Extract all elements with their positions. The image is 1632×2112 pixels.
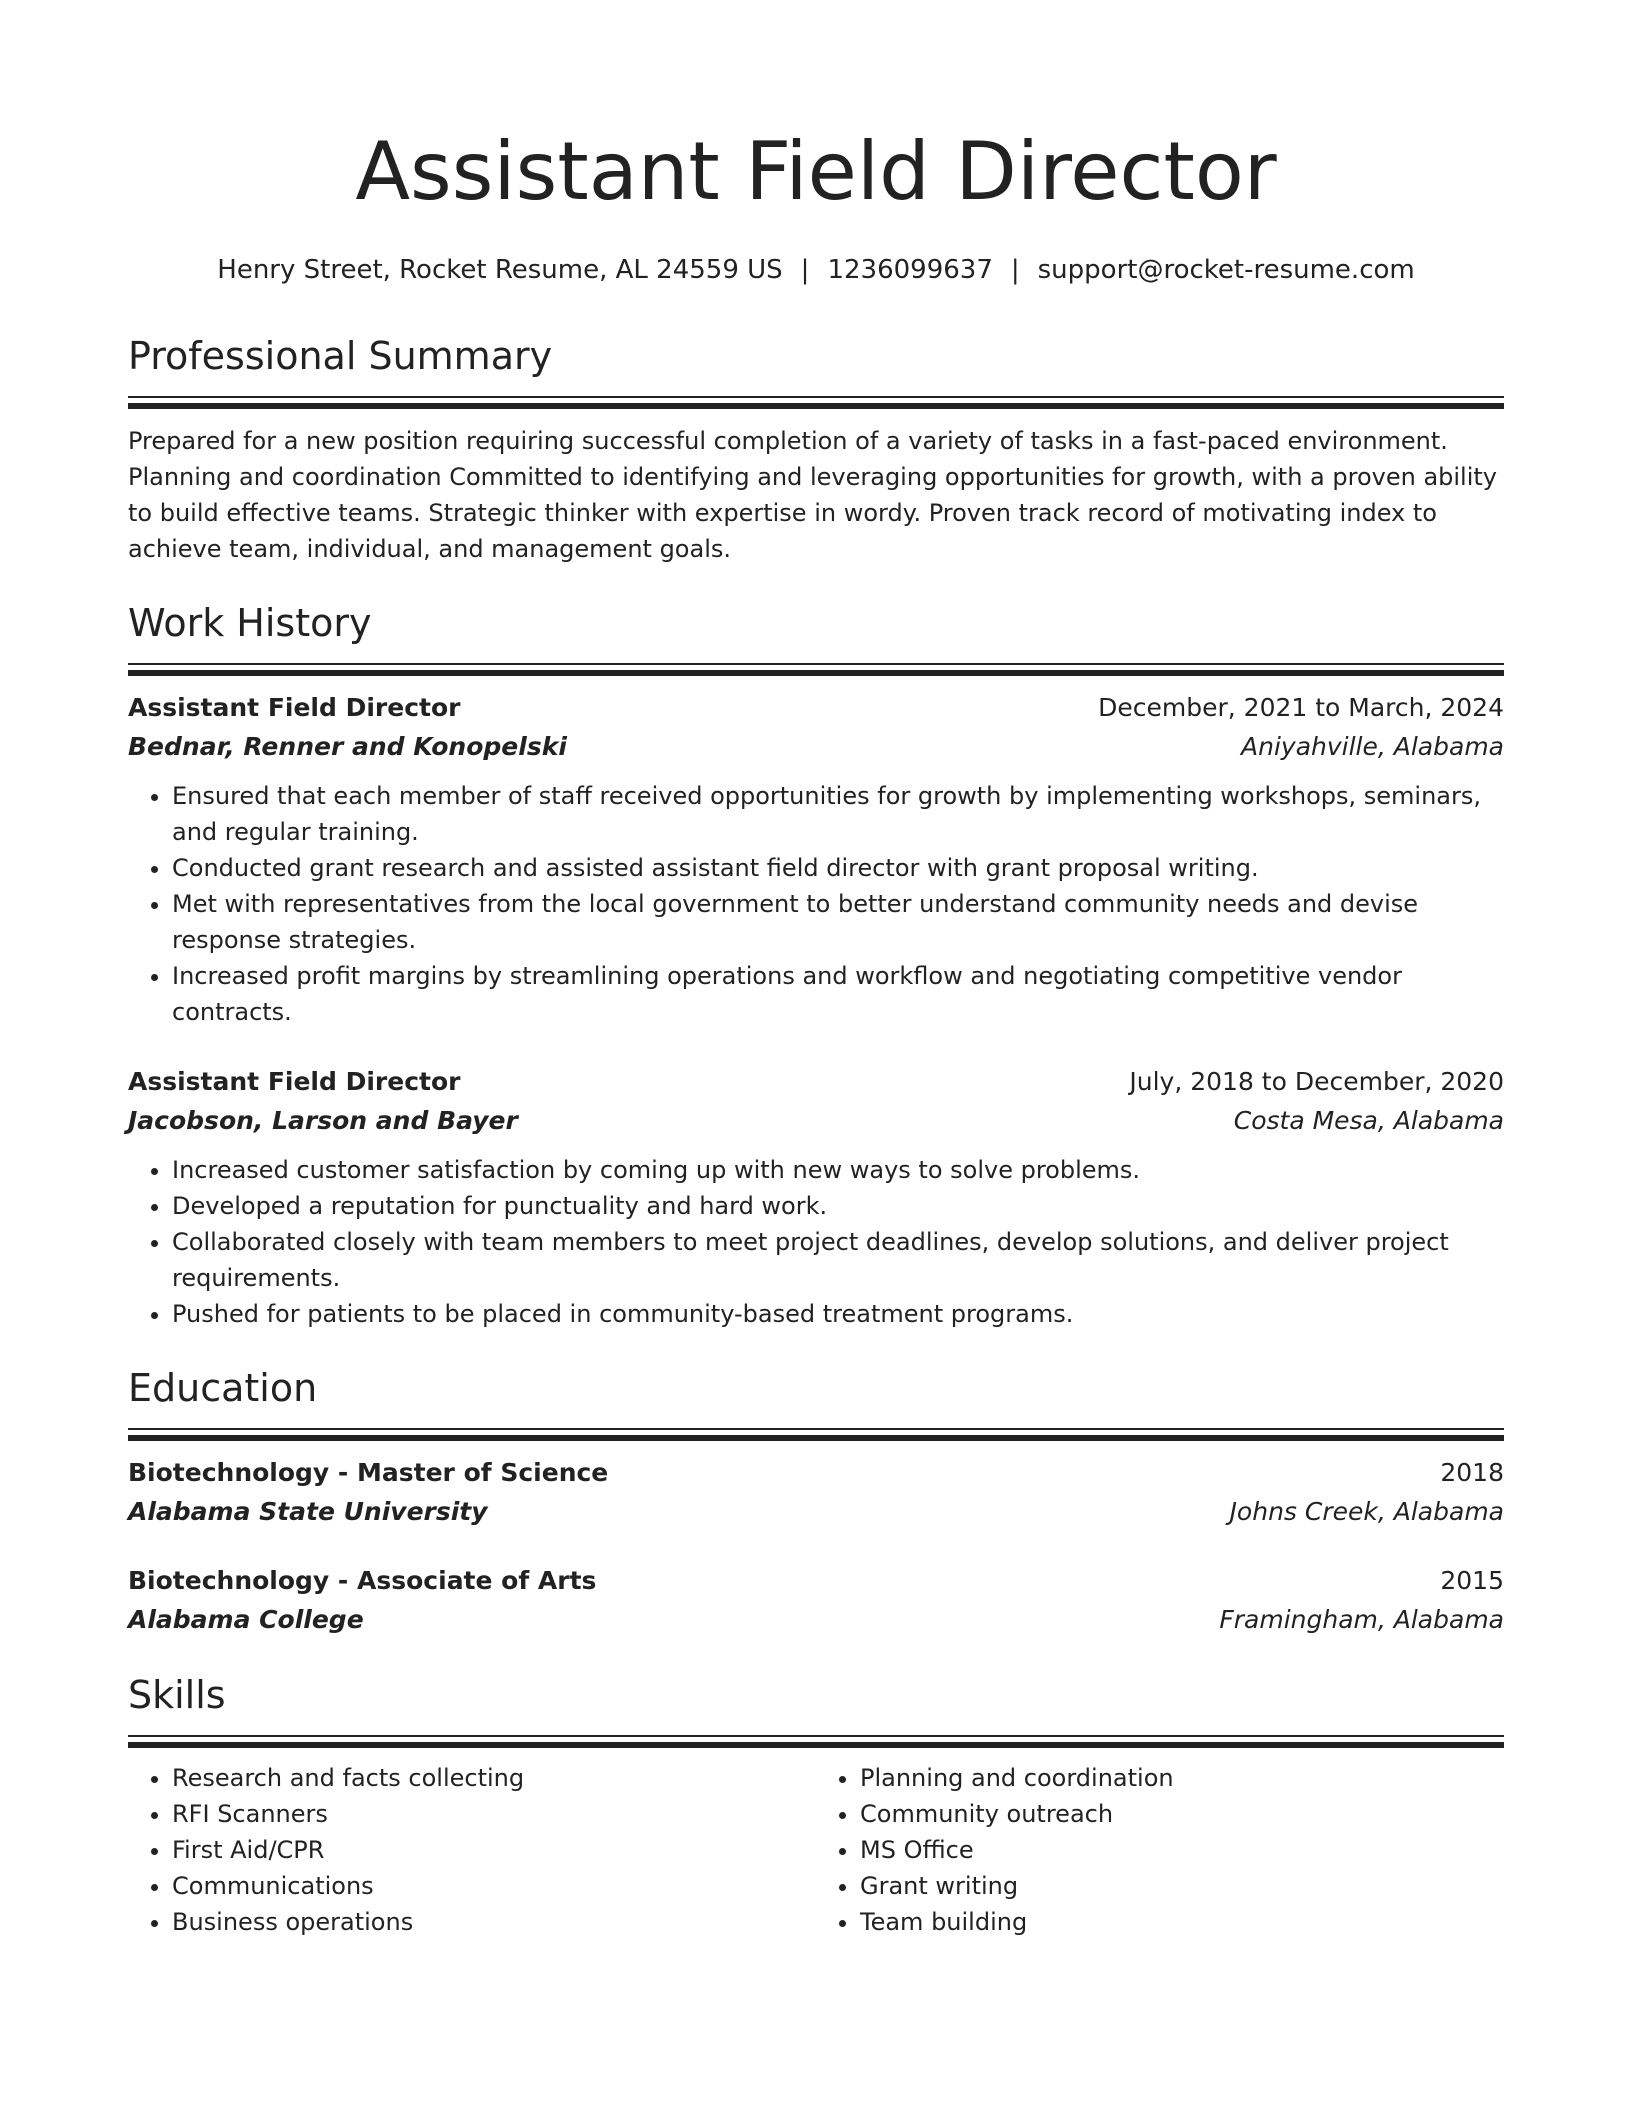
resume-name-title: Assistant Field Director xyxy=(355,125,1277,218)
job-title: Assistant Field Director xyxy=(128,693,461,722)
education-degree: Biotechnology - Associate of Arts xyxy=(128,1566,597,1595)
education-school-row xyxy=(128,1600,1504,1639)
skills-list-right xyxy=(816,1760,1504,1940)
contact-separator: | xyxy=(1010,255,1020,285)
section-divider xyxy=(128,663,1504,674)
skills-list-left xyxy=(128,1760,816,1940)
list-item: • Business operations xyxy=(172,1904,816,1940)
skills-grid xyxy=(128,1760,1504,1940)
job-header-row xyxy=(128,688,1504,727)
contact-line xyxy=(128,252,1504,288)
education-heading: Education xyxy=(128,1366,318,1410)
education-header-row xyxy=(128,1561,1504,1600)
list-item: • Pushed for patients to be placed in community-based treatment programs. xyxy=(172,1296,1504,1332)
education-location: Framingham, Alabama xyxy=(1219,1605,1504,1634)
list-item: • Research and facts collecting xyxy=(172,1760,816,1796)
education-school: Alabama State University xyxy=(128,1497,488,1526)
job-dates: December, 2021 to March, 2024 xyxy=(1098,693,1504,722)
list-item: • Communications xyxy=(172,1868,816,1904)
section-divider xyxy=(128,1428,1504,1439)
list-item: • Planning and coordination xyxy=(860,1760,1504,1796)
job-location: Costa Mesa, Alabama xyxy=(1233,1106,1504,1135)
contact-email: support@rocket-resume.com xyxy=(1037,255,1415,285)
summary-section xyxy=(128,330,1504,567)
education-degree: Biotechnology - Master of Science xyxy=(128,1458,609,1487)
contact-phone: 1236099637 xyxy=(827,255,993,285)
job-location: Aniyahville, Alabama xyxy=(1241,732,1504,761)
section-divider xyxy=(128,396,1504,407)
list-item: • Ensured that each member of staff received opportunities for growth by implementing workshops, seminars, and regular training. xyxy=(172,778,1504,850)
list-item: • Met with representatives from the local government to better understand community needs and devise response strategies. xyxy=(172,886,1504,958)
job-company: Jacobson, Larson and Bayer xyxy=(128,1106,518,1135)
summary-heading: Professional Summary xyxy=(128,334,553,378)
job-bullets xyxy=(128,1152,1504,1332)
list-item: • RFI Scanners xyxy=(172,1796,816,1832)
contact-separator: | xyxy=(800,255,810,285)
skills-section xyxy=(128,1669,1504,1940)
education-year: 2018 xyxy=(1440,1458,1504,1487)
education-entry xyxy=(128,1453,1504,1531)
job-entry xyxy=(128,1062,1504,1332)
job-entry xyxy=(128,688,1504,1030)
education-header-row xyxy=(128,1453,1504,1492)
list-item: • Increased profit margins by streamlining operations and workflow and negotiating competitive vendor contracts. xyxy=(172,958,1504,1030)
list-item: • Community outreach xyxy=(860,1796,1504,1832)
list-item: • Developed a reputation for punctuality and hard work. xyxy=(172,1188,1504,1224)
skills-heading: Skills xyxy=(128,1673,226,1717)
job-org-row xyxy=(128,1101,1504,1140)
job-company: Bednar, Renner and Konopelski xyxy=(128,732,567,761)
job-title: Assistant Field Director xyxy=(128,1067,461,1096)
education-school: Alabama College xyxy=(128,1605,364,1634)
contact-address: Henry Street, Rocket Resume, AL 24559 US xyxy=(217,255,783,285)
education-school-row xyxy=(128,1492,1504,1531)
section-divider xyxy=(128,1735,1504,1746)
list-item: • Conducted grant research and assisted assistant field director with grant proposal writing. xyxy=(172,850,1504,886)
list-item: • MS Office xyxy=(860,1832,1504,1868)
work-history-section xyxy=(128,597,1504,1332)
list-item: • Increased customer satisfaction by coming up with new ways to solve problems. xyxy=(172,1152,1504,1188)
list-item: • Grant writing xyxy=(860,1868,1504,1904)
list-item: • First Aid/CPR xyxy=(172,1832,816,1868)
education-year: 2015 xyxy=(1440,1566,1504,1595)
list-item: • Team building xyxy=(860,1904,1504,1940)
education-location: Johns Creek, Alabama xyxy=(1229,1497,1504,1526)
education-section xyxy=(128,1362,1504,1639)
work-history-heading: Work History xyxy=(128,601,372,645)
job-org-row xyxy=(128,727,1504,766)
job-header-row xyxy=(128,1062,1504,1101)
job-bullets xyxy=(128,778,1504,1030)
list-item: • Collaborated closely with team members to meet project deadlines, develop solutions, and deliver project requirements. xyxy=(172,1224,1504,1296)
job-dates: July, 2018 to December, 2020 xyxy=(1129,1067,1504,1096)
summary-text: Prepared for a new position requiring successful completion of a variety of tasks in a fast-paced environment. Planning and coordination Committed to identifying and leveraging opportunities for growth, with a proven ability to build effective teams. Strategic thinker with expertise in wordy. Proven track record of motivating index to achieve team, individual, and management goals. xyxy=(128,427,1498,563)
education-entry xyxy=(128,1561,1504,1639)
